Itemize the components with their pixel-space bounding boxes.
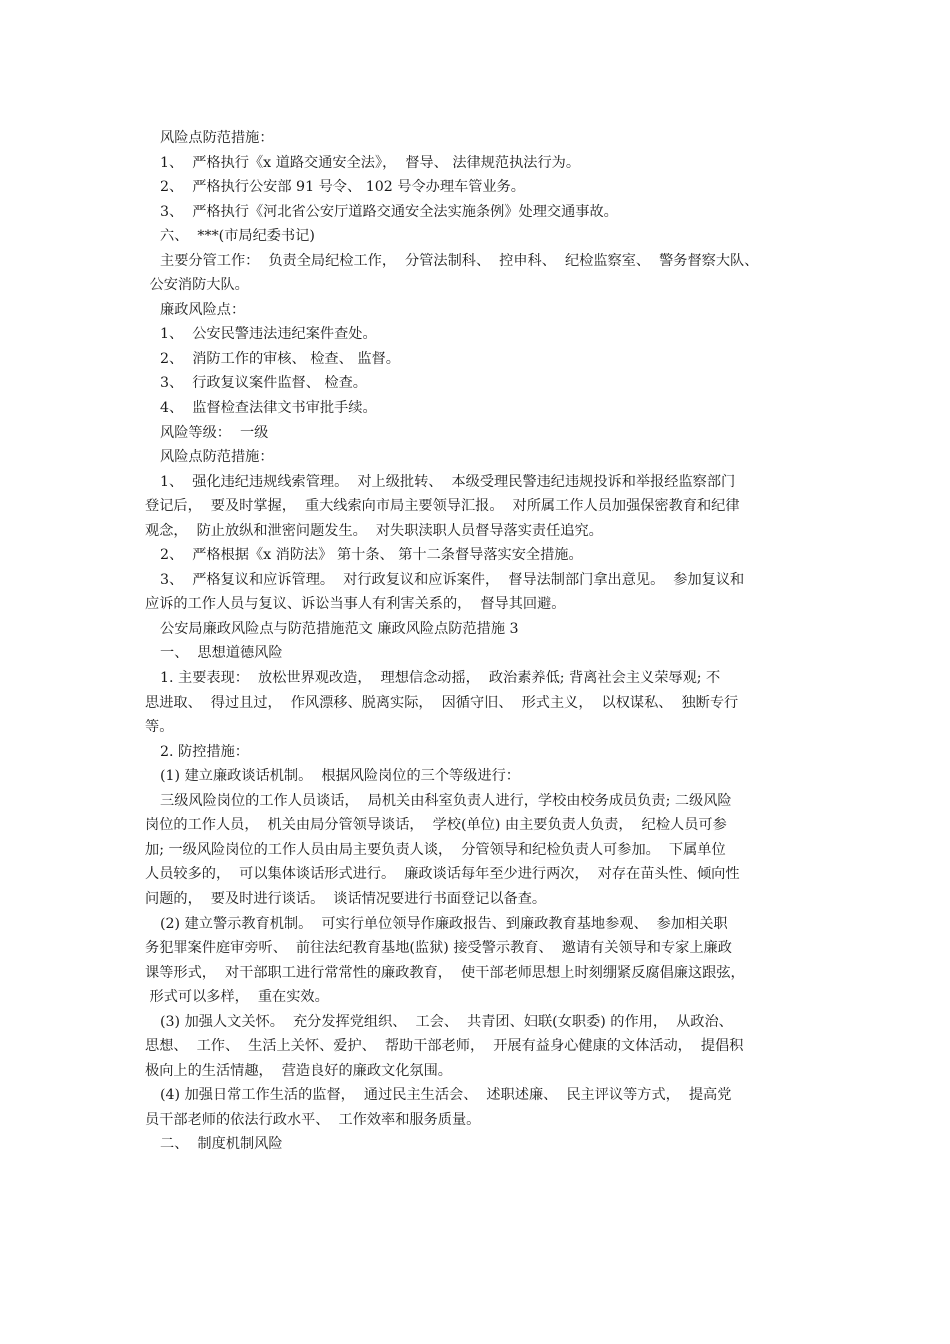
text-line: 主要分管工作： 负责全局纪检工作， 分管法制科、 控申科、 纪检监察室、 警务督察大队、 <box>160 252 759 269</box>
text-line: (2) 建立警示教育机制。 可实行单位领导作廉政报告、到廉政教育基地参观、 参加相关职 <box>160 915 728 932</box>
text-line: 思想、 工作、 生活上关怀、爱护、 帮助干部老师， 开展有益身心健康的文体活动， 提倡积 <box>145 1038 744 1055</box>
text-line: 问题的， 要及时进行谈话。 谈话情况要进行书面登记以备查。 <box>145 890 547 907</box>
text-line: 廉政风险点： <box>160 301 246 318</box>
text-line: 岗位的工作人员， 机关由局分管领导谈话， 学校(单位) 由主要负责人负责， 纪检人员可参 <box>145 817 727 834</box>
text-line: 公安局廉政风险点与防范措施范文 廉政风险点防范措施 3 <box>160 620 519 637</box>
text-line: 2、 严格根据《x 消防法》 第十条、 第十二条督导落实安全措施。 <box>160 547 583 564</box>
text-line: 六、 ***(市局纪委书记) <box>160 228 315 245</box>
text-line: 3、 行政复议案件监督、 检查。 <box>160 375 367 392</box>
text-line: 三级风险岗位的工作人员谈话， 局机关由科室负责人进行，学校由校务成员负责; 二级风险 <box>160 792 732 809</box>
text-line: (4) 加强日常工作生活的监督， 通过民主生活会、 述职述廉、 民主评议等方式， 提高党 <box>160 1087 732 1104</box>
text-line: 二、 制度机制风险 <box>160 1136 283 1153</box>
text-line: (3) 加强人文关怀。 充分发挥党组织、 工会、 共青团、妇联(女职委) 的作用， 从政治、 <box>160 1013 733 1030</box>
text-line: 2. 防控措施： <box>160 743 249 760</box>
document-body <box>145 126 815 1157</box>
text-line: 人员较多的， 可以集体谈话形式进行。 廉政谈话每年至少进行两次， 对存在苗头性、倾向性 <box>145 866 740 883</box>
text-line: 2、 严格执行公安部 91 号令、 102 号令办理车管业务。 <box>160 179 525 196</box>
text-line: 1、 公安民警违法违纪案件查处。 <box>160 326 377 343</box>
text-line: 登记后， 要及时掌握， 重大线索向市局主要领导汇报。 对所属工作人员加强保密教育和纪律 <box>145 498 740 515</box>
text-line: 4、 监督检查法律文书审批手续。 <box>160 400 377 417</box>
text-line: 应诉的工作人员与复议、诉讼当事人有利害关系的， 督导其回避。 <box>145 596 566 613</box>
text-line: 风险等级： 一级 <box>160 424 269 441</box>
text-line: 风险点防范措施： <box>160 449 274 466</box>
text-line: 1. 主要表现： 放松世界观改造， 理想信念动摇， 政治素养低; 背离社会主义荣辱观; 不 <box>160 670 721 687</box>
text-line: 务犯罪案件庭审旁听、 前往法纪教育基地(监狱) 接受警示教育、 邀请有关领导和专家上廉政 <box>145 940 732 957</box>
text-line: (1) 建立廉政谈话机制。 根据风险岗位的三个等级进行： <box>160 768 520 785</box>
text-line: 思进取、 得过且过， 作风漂移、脱离实际， 因循守旧、 形式主义， 以权谋私、 独断专行 <box>145 694 739 711</box>
text-line: 2、 消防工作的审核、 检查、 监督。 <box>160 350 400 367</box>
text-line: 极向上的生活情趣， 营造良好的廉政文化氛围。 <box>145 1062 452 1079</box>
text-line: 形式可以多样， 重在实效。 <box>145 989 329 1006</box>
text-line: 3、 严格执行《河北省公安厅道路交通安全法实施条例》处理交通事故。 <box>160 203 618 220</box>
text-line: 一、 思想道德风险 <box>160 645 283 662</box>
text-line: 公安消防大队。 <box>145 277 249 294</box>
text-line: 观念， 防止放纵和泄密问题发生。 对失职渎职人员督导落实责任追究。 <box>145 522 603 539</box>
text-line: 风险点防范措施： <box>160 130 274 146</box>
text-line: 1、 严格执行《x 道路交通安全法》， 督导、 法律规范执法行为。 <box>160 154 581 171</box>
text-line: 1、 强化违纪违规线索管理。 对上级批转、 本级受理民警违纪违规投诉和举报经监察部门 <box>160 473 736 490</box>
text-line: 加; 一级风险岗位的工作人员由局主要负责人谈， 分管领导和纪检负责人可参加。 下属单位 <box>145 841 726 858</box>
text-line: 课等形式， 对干部职工进行常常性的廉政教育， 使干部老师思想上时刻绷紧反腐倡廉这跟弦， <box>145 964 745 981</box>
text-line: 员干部老师的依法行政水平、 工作效率和服务质量。 <box>145 1111 481 1128</box>
text-line: 等。 <box>145 719 174 736</box>
text-line: 3、 严格复议和应诉管理。 对行政复议和应诉案件， 督导法制部门拿出意见。 参加复议和 <box>160 571 745 588</box>
